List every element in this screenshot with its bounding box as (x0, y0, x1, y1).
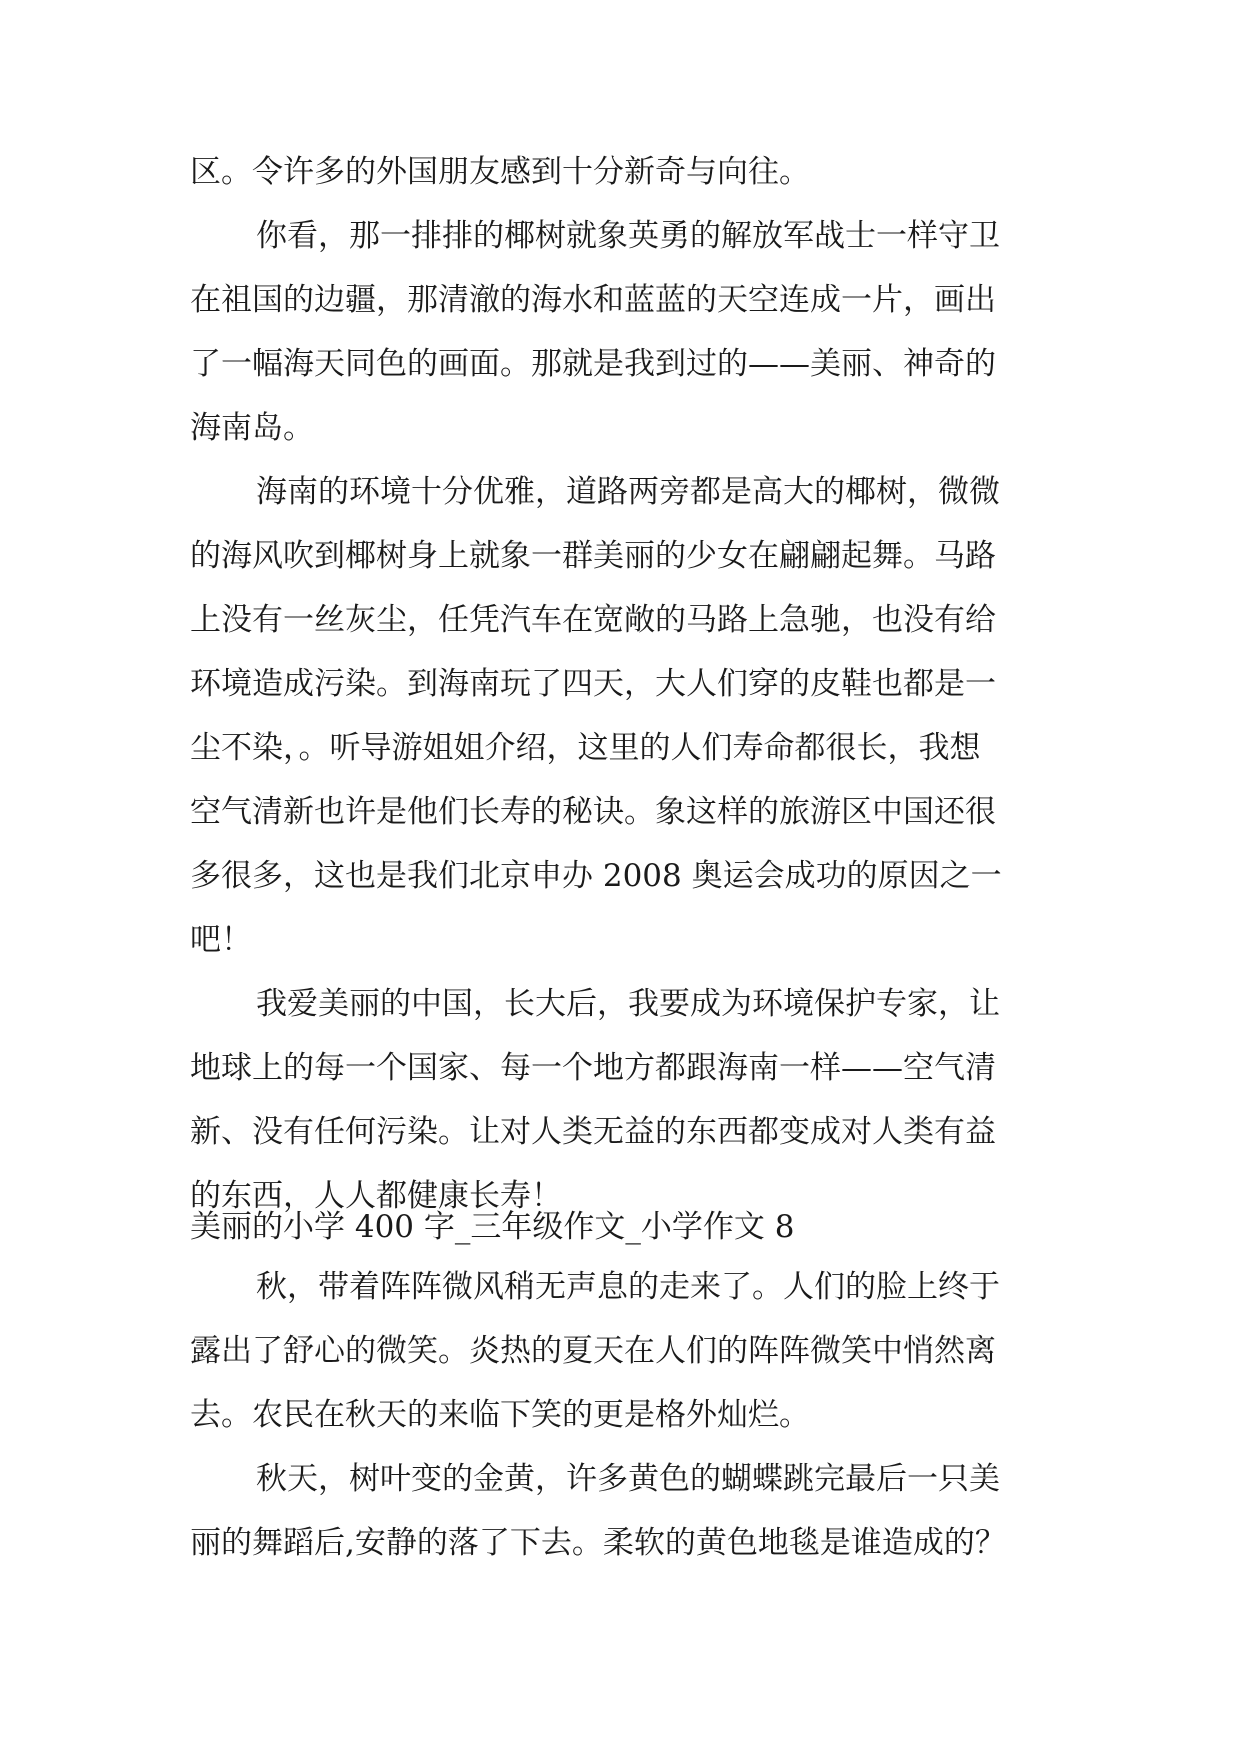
text-line: 吧！ (190, 922, 252, 958)
essay-body-section-2 (190, 1255, 1060, 1575)
text-line: 丽的舞蹈后,安静的落了下去。柔软的黄色地毯是谁造成的？ (190, 1525, 1006, 1561)
text-line: 新、没有任何污染。让对人类无益的东西都变成对人类有益 (190, 1114, 996, 1150)
text-line: 空气清新也许是他们长寿的秘诀。象这样的旅游区中国还很 (190, 794, 996, 830)
paragraph-start-line: 海南的环境十分优雅，道路两旁都是高大的椰树，微微 (256, 474, 1000, 510)
text-line: 多很多，这也是我们北京申办 2008 奥运会成功的原因之一 (190, 858, 1002, 894)
essay-body-section-1 (190, 140, 1060, 1228)
paragraph-start-line: 秋，带着阵阵微风稍无声息的走来了。人们的脸上终于 (256, 1269, 1000, 1305)
text-line: 环境造成污染。到海南玩了四天，大人们穿的皮鞋也都是一 (190, 666, 996, 702)
text-line: 海南岛。 (190, 410, 314, 446)
text-line: 地球上的每一个国家、每一个地方都跟海南一样——空气清 (190, 1050, 996, 1086)
text-line: 露出了舒心的微笑。炎热的夏天在人们的阵阵微笑中悄然离 (190, 1333, 996, 1369)
paragraph-start-line: 我爱美丽的中国，长大后，我要成为环境保护专家，让 (256, 986, 1000, 1022)
text-line: 了一幅海天同色的画面。那就是我到过的——美丽、神奇的 (190, 346, 996, 382)
text-line: 尘不染，。听导游姐姐介绍，这里的人们寿命都很长，我想 (190, 730, 981, 766)
text-line: 的海风吹到椰树身上就象一群美丽的少女在翩翩起舞。马路 (190, 538, 996, 574)
text-line: 上没有一丝灰尘，任凭汽车在宽敞的马路上急驰，也没有给 (190, 602, 996, 638)
text-line: 的东西，人人都健康长寿！ (190, 1178, 562, 1214)
paragraph-start-line: 你看，那一排排的椰树就象英勇的解放军战士一样守卫 (256, 218, 1000, 254)
essay-title: 美丽的小学 400 字_三年级作文_小学作文 8 (190, 1209, 795, 1245)
text-line: 在祖国的边疆，那清澈的海水和蓝蓝的天空连成一片，画出 (190, 282, 996, 318)
text-line: 区。令许多的外国朋友感到十分新奇与向往。 (190, 154, 810, 190)
paragraph-start-line: 秋天，树叶变的金黄，许多黄色的蝴蝶跳完最后一只美 (256, 1461, 1000, 1497)
text-line: 去。农民在秋天的来临下笑的更是格外灿烂。 (190, 1397, 810, 1433)
